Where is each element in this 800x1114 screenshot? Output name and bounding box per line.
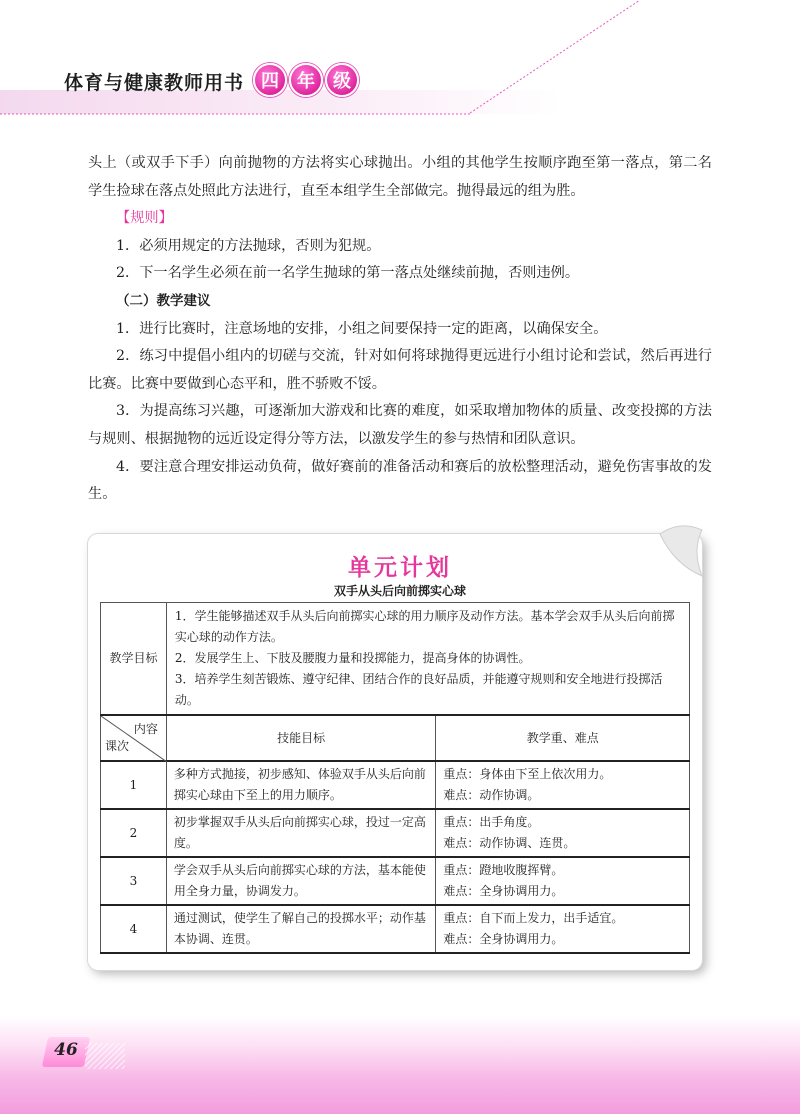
key-point: 重点：蹬地收腹挥臂。: [443, 863, 564, 877]
lesson-number: 2: [101, 809, 167, 857]
grade-char-3: 级: [325, 63, 359, 97]
difficulty-point: 难点：全身协调用力。: [443, 932, 564, 946]
goals-label: 教学目标: [101, 603, 167, 716]
page-number: 46: [54, 1040, 78, 1060]
paragraph: 1．进行比赛时，注意场地的安排，小组之间要保持一定的距离，以确保安全。: [116, 320, 608, 337]
goal-item: 3．培养学生刻苦锻炼、遵守纪律、团结合作的良好品质，并能遵守规则和安全地进行投掷活动。: [174, 672, 663, 707]
section-heading: （二）教学建议: [116, 292, 211, 309]
lesson-row: [101, 857, 690, 905]
lesson-key-points: [436, 857, 690, 905]
paragraph: 2．练习中提倡小组内的切磋与交流，针对如何将球抛得更远进行小组讨论和尝试，然后再进行比赛。比赛中要做到心态平和，胜不骄败不馁。: [88, 348, 712, 392]
paragraph: 3．为提高练习兴趣，可逐渐加大游戏和比赛的难度，如采取增加物体的质量、改变投掷的方法与规则、根据抛物的远近设定得分等方法，以激发学生的参与热情和团队意识。: [88, 403, 712, 447]
key-header: 教学重、难点: [436, 715, 690, 761]
difficulty-point: 难点：动作协调。: [443, 788, 540, 802]
grade-char-1: 四: [253, 63, 287, 97]
lesson-number: 4: [101, 905, 167, 953]
grade-char-2: 年: [289, 63, 323, 97]
lesson-row: [101, 761, 690, 809]
lesson-skill: 多种方式抛接，初步感知、体验双手从头后向前掷实心球由下至上的用力顺序。: [166, 761, 436, 809]
lesson-row: [101, 905, 690, 953]
goals-row: [101, 603, 690, 716]
header-decoration: [0, 0, 800, 120]
corner-label-top: 内容: [133, 722, 158, 736]
goal-item: 1．学生能够描述双手从头后向前掷实心球的用力顺序及动作方法。基本学会双手从头后向前掷实心球的动作方法。: [174, 609, 675, 644]
goal-item: 2．发展学生上、下肢及腰腹力量和投掷能力，提高身体的协调性。: [174, 651, 531, 665]
grade-badge: [253, 63, 359, 97]
lesson-number: 3: [101, 857, 167, 905]
body-text: [88, 150, 712, 509]
key-point: 重点：身体由下至上依次用力。: [443, 767, 612, 781]
difficulty-point: 难点：动作协调、连贯。: [443, 836, 576, 850]
unit-plan-subtitle: 双手从头后向前掷实心球: [333, 584, 466, 598]
lesson-key-points: [436, 809, 690, 857]
lesson-key-points: [436, 761, 690, 809]
rules-heading: 【规则】: [116, 210, 173, 227]
unit-plan-table: [100, 602, 690, 954]
goals-cell: [166, 603, 689, 716]
paragraph: 1．必须用规定的方法抛球，否则为犯规。: [116, 237, 381, 254]
lesson-number: 1: [101, 761, 167, 809]
key-point: 重点：自下而上发力，出手适宜。: [443, 911, 624, 925]
lesson-skill: 学会双手从头后向前掷实心球的方法，基本能使用全身力量，协调发力。: [166, 857, 436, 905]
book-title: 体育与健康教师用书: [64, 72, 245, 94]
lesson-skill: 通过测试，使学生了解自己的投掷水平；动作基本协调、连贯。: [166, 905, 436, 953]
lesson-skill: 初步掌握双手从头后向前掷实心球，投过一定高度。: [166, 809, 436, 857]
paragraph: 2．下一名学生必须在前一名学生抛球的第一落点处继续前抛，否则违例。: [116, 265, 580, 282]
hatch-decoration: [85, 1043, 125, 1069]
paragraph: 头上（或双手下手）向前抛物的方法将实心球抛出。小组的其他学生按顺序跑至第一落点，第二名学生捡球在落点处照此方法进行，直至本组学生全部做完。抛得最远的组为胜。: [88, 155, 712, 199]
skill-header: 技能目标: [166, 715, 436, 761]
corner-header-cell: [101, 715, 167, 761]
difficulty-point: 难点：全身协调用力。: [443, 884, 564, 898]
corner-label-bottom: 课次: [105, 739, 130, 753]
key-point: 重点：出手角度。: [443, 815, 540, 829]
column-header-row: [101, 715, 690, 761]
lesson-key-points: [436, 905, 690, 953]
unit-plan-title: 单元计划: [348, 555, 452, 581]
paragraph: 4．要注意合理安排运动负荷，做好赛前的准备活动和赛后的放松整理活动，避免伤害事故的发生。: [88, 458, 712, 503]
lesson-row: [101, 809, 690, 857]
